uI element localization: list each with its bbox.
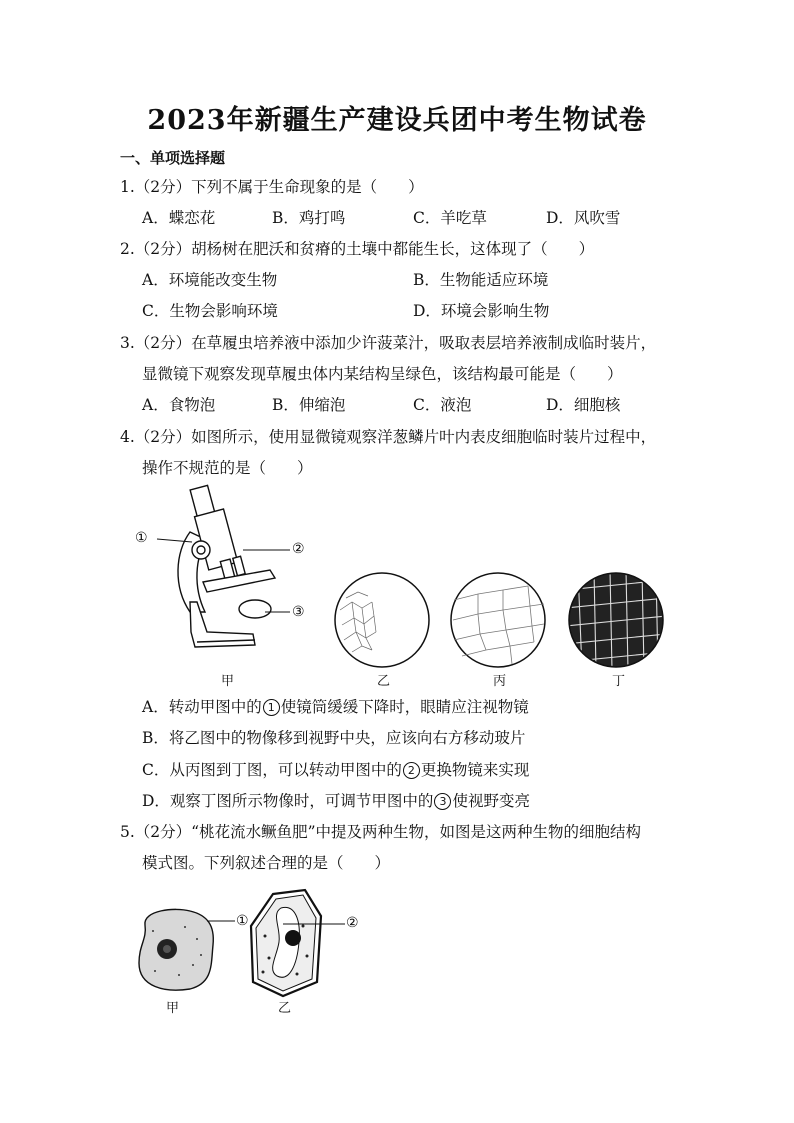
q4-option-c: C．从丙图到丁图，可以转动甲图中的 2 更换物镜来实现 xyxy=(142,761,530,779)
marker-2: ② xyxy=(346,915,359,931)
microscope-figure xyxy=(135,482,295,672)
field-of-view-ding xyxy=(566,570,666,670)
q2-option-d: D．环境会影响生物 xyxy=(413,302,550,320)
circled-marker: 1 xyxy=(263,699,280,716)
field-of-view-bing xyxy=(448,570,548,670)
marker-3: ③ xyxy=(292,604,305,620)
figure-label-jia: 甲 xyxy=(166,1001,180,1016)
page-title: 2023年新疆生产建设兵团中考生物试卷 xyxy=(147,105,647,136)
q1-option-b: B．鸡打鸣 xyxy=(272,209,346,227)
q4-option-d: D．观察丁图所示物像时，可调节甲图中的 3 使视野变亮 xyxy=(142,792,530,810)
circled-marker: 3 xyxy=(434,793,451,810)
marker-2: ② xyxy=(292,541,305,557)
q3-option-a: A．食物泡 xyxy=(142,396,216,414)
marker-1: ① xyxy=(135,530,148,546)
figure-label-yi: 乙 xyxy=(377,674,391,689)
q1-option-a: A．蝶恋花 xyxy=(142,209,216,227)
q1-option-c: C．羊吃草 xyxy=(413,209,487,227)
q2-option-b: B．生物能适应环境 xyxy=(413,271,549,289)
field-of-view-yi xyxy=(332,570,432,670)
question-2-stem: 2.（2分）胡杨树在肥沃和贫瘠的土壤中都能生长，这体现了（ ） xyxy=(120,240,595,258)
q4-option-a: A．转动甲图中的 1 使镜筒缓缓下降时，眼睛应注视物镜 xyxy=(142,698,529,716)
question-3-stem-line1: 3.（2分）在草履虫培养液中添加少许菠菜汁，吸取表层培养液制成临时装片， xyxy=(120,334,657,352)
section-heading: 一、单项选择题 xyxy=(120,149,226,167)
question-5-stem-line1: 5.（2分）“桃花流水鳜鱼肥”中提及两种生物，如图是这两种生物的细胞结构 xyxy=(120,823,642,841)
q3-option-b: B．伸缩泡 xyxy=(272,396,346,414)
q1-option-d: D．风吹雪 xyxy=(546,209,621,227)
figure-label-jia: 甲 xyxy=(221,674,235,689)
q2-option-a: A．环境能改变生物 xyxy=(142,271,278,289)
q4-option-b: B．将乙图中的物像移到视野中央，应该向右方移动玻片 xyxy=(142,729,526,747)
figure-label-bing: 丙 xyxy=(493,674,507,689)
plant-cell-figure xyxy=(243,886,373,1001)
question-1-stem: 1.（2分）下列不属于生命现象的是（ ） xyxy=(120,178,424,196)
figure-label-yi: 乙 xyxy=(278,1001,292,1016)
question-4-stem-line1: 4.（2分）如图所示，使用显微镜观察洋葱鳞片叶内表皮细胞临时装片过程中， xyxy=(120,428,657,446)
circled-marker: 2 xyxy=(403,762,420,779)
q3-option-d: D．细胞核 xyxy=(546,396,621,414)
animal-cell-figure xyxy=(135,905,245,995)
question-4-stem-line2: 操作不规范的是（ ） xyxy=(142,459,313,477)
question-5-stem-line2: 模式图。下列叙述合理的是（ ） xyxy=(142,854,391,872)
marker-1: ① xyxy=(236,913,249,929)
figure-label-ding: 丁 xyxy=(612,674,626,689)
question-3-stem-line2: 显微镜下观察发现草履虫体内某结构呈绿色，该结构最可能是（ ） xyxy=(142,365,623,383)
q3-option-c: C．液泡 xyxy=(413,396,472,414)
q2-option-c: C．生物会影响环境 xyxy=(142,302,278,320)
